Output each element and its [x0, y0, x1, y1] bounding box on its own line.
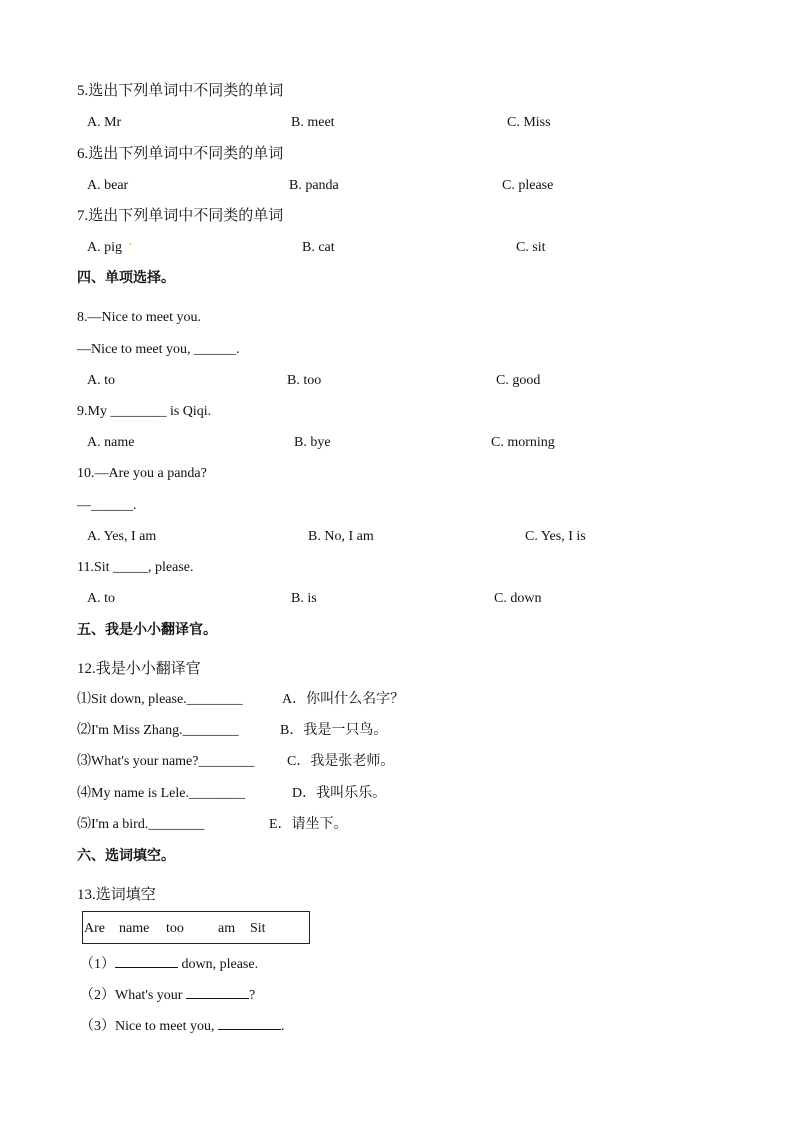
question-8-line-1: 8.—Nice to meet you.: [77, 310, 202, 325]
q12-item-d-chinese: D．我叫乐乐。: [292, 786, 387, 801]
q13-item-2: [80, 984, 255, 1006]
q8-option-a: A. to: [87, 373, 115, 388]
question-8-line-2: —Nice to meet you, ______.: [77, 342, 240, 357]
question-13-stem: 13.选词填空: [77, 887, 156, 903]
q6-option-b: B. panda: [289, 178, 339, 193]
dot-mark: ·: [128, 238, 133, 253]
q13-item-after: down, please.: [178, 957, 259, 972]
q12-item-3-english: ⑶What's your name?________: [77, 754, 255, 769]
q10-option-b: B. No, I am: [308, 529, 374, 544]
q13-item-number: （1）: [80, 957, 115, 972]
q8-option-c: C. good: [496, 373, 541, 388]
q5-option-a: A. Mr: [87, 115, 122, 130]
word-bank-word: Sit: [250, 921, 266, 936]
q7-option-b: B. cat: [302, 240, 335, 255]
question-11-stem: 11.Sit _____, please.: [77, 560, 194, 575]
q12-item-c-chinese: C．我是张老师。: [287, 754, 395, 769]
q13-item-after: .: [281, 1019, 285, 1034]
section-5-heading: 五、我是小小翻译官。: [77, 622, 217, 638]
q10-option-c: C. Yes, I is: [525, 529, 586, 544]
q12-item-2-english: ⑵I'm Miss Zhang.________: [77, 723, 239, 738]
question-6-stem: 6.选出下列单词中不同类的单词: [77, 146, 284, 162]
word-bank-word: Are: [84, 921, 105, 936]
q8-option-b: B. too: [287, 373, 322, 388]
q12-item-5-english: ⑸I'm a bird.________: [77, 817, 205, 832]
q9-option-a: A. name: [87, 435, 135, 450]
q6-option-c: C. please: [502, 178, 554, 193]
word-bank-word: name: [119, 921, 150, 936]
q11-option-a: A. to: [87, 591, 115, 606]
q7-option-a: A. pig: [87, 240, 122, 255]
q11-option-c: C. down: [494, 591, 542, 606]
q13-item-1: [80, 953, 258, 975]
q13-item-number: （2）: [80, 988, 115, 1003]
q11-option-b: B. is: [291, 591, 317, 606]
question-5-stem: 5.选出下列单词中不同类的单词: [77, 83, 284, 99]
q13-item-number: （3）: [80, 1019, 115, 1034]
q13-item-before: What's your: [115, 988, 186, 1003]
q10-option-a: A. Yes, I am: [87, 529, 157, 544]
word-bank-box: [82, 911, 310, 944]
q12-item-e-chinese: E．请坐下。: [269, 817, 348, 832]
word-bank-word: too: [166, 921, 184, 936]
word-bank-word: am: [218, 921, 236, 936]
q6-option-a: A. bear: [87, 178, 129, 193]
q7-option-c: C. sit: [516, 240, 546, 255]
q9-option-c: C. morning: [491, 435, 555, 450]
question-9-stem: 9.My ________ is Qiqi.: [77, 404, 212, 419]
q12-item-a-chinese: A．你叫什么名字？: [282, 692, 405, 707]
question-7-stem: 7.选出下列单词中不同类的单词: [77, 208, 284, 224]
q5-option-c: C. Miss: [507, 115, 551, 130]
q13-item-before: Nice to meet you,: [115, 1019, 219, 1034]
section-6-heading: 六、选词填空。: [77, 848, 175, 864]
question-10-line-1: 10.—Are you a panda?: [77, 466, 207, 481]
q12-item-4-english: ⑷My name is Lele.________: [77, 786, 245, 801]
answer-blank[interactable]: [218, 1015, 281, 1030]
question-12-stem: 12.我是小小翻译官: [77, 661, 201, 677]
answer-blank[interactable]: [186, 984, 249, 999]
q9-option-b: B. bye: [294, 435, 331, 450]
answer-blank[interactable]: [115, 953, 178, 968]
question-10-line-2: —______.: [77, 498, 137, 513]
q13-item-3: [80, 1015, 285, 1037]
q13-item-after: ?: [248, 988, 256, 1003]
section-4-heading: 四、单项选择。: [77, 270, 175, 286]
q12-item-b-chinese: B．我是一只鸟。: [280, 723, 388, 738]
q12-item-1-english: ⑴Sit down, please.________: [77, 692, 243, 707]
q5-option-b: B. meet: [291, 115, 335, 130]
